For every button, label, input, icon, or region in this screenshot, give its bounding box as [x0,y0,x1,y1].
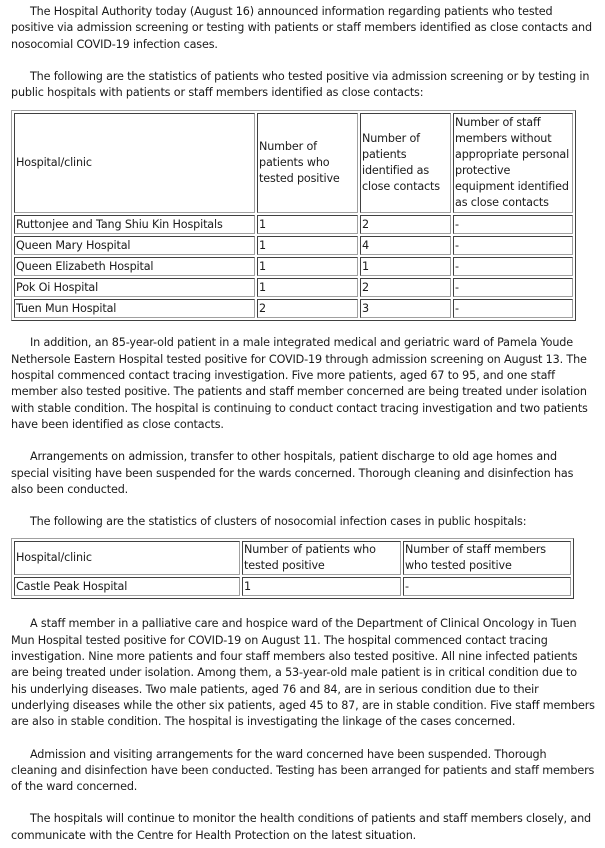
intro-paragraph: The Hospital Authority today (August 16) announced information regarding patients who tested positive via admission screening or testing with patients or staff members identified as close contacts and nosocomial COVID-19 infection cases. [11,5,592,51]
header-staff-positive: Number of staff members who tested positive [403,541,571,575]
table-row [14,278,573,297]
cell-patients-positive: 1 [257,215,358,234]
cell-hospital: Ruttonjee and Tang Shiu Kin Hospitals [14,215,255,234]
cell-hospital: Queen Mary Hospital [14,236,255,255]
arrangements-paragraph: Arrangements on admission, transfer to other hospitals, patient discharge to old age homes and special visiting have been suspended for the wards concerned. Thorough cleaning and disinfection has also been conducted. [11,450,574,496]
pyneh-paragraph: In addition, an 85-year-old patient in a male integrated medical and geriatric ward of Pamela Youde Nethersole Eastern Hospital tested positive for COVID-19 through admission screening on August 13. The hospital commenced contact tracing investigation. Five more patients, aged 67 to 95, and one staff member also tested positive. The patients and staff member concerned are being treated under isolation with stable condition. The hospital is continuing to conduct contact tracing investigation and two patients have been identified as close contacts. [11,336,588,431]
nosocomial-clusters-table [11,538,574,599]
cell-patients-positive: 1 [257,278,358,297]
cell-staff-close-contacts: - [453,278,573,297]
cell-staff-close-contacts: - [453,299,573,318]
cell-patients-positive: 1 [242,577,401,596]
cell-patients-close-contacts: 3 [360,299,451,318]
table-header-row [14,541,571,575]
ward-arrangements-paragraph: Admission and visiting arrangements for the ward concerned have been suspended. Thorough cleaning and disinfection have been conducted. Testing has been arranged for patients and staff members of the ward concerned. [11,747,595,794]
tmh-paragraph: A staff member in a palliative care and hospice ward of the Department of Clinical Oncology in Tuen Mun Hospital tested positive for COVID-19 on August 11. The hospital commenced contact tracing investigation. Nine more patients and four staff members also tested positive. All nine infected patients are being treated under isolation. Among them, a 53-year-old male patient is in critical condition due to his underlying diseases. Two male patients, aged 76 and 84, are in serious condition due to their underlying diseases while the other six patients, aged 45 to 87, are in stable condition. Five staff members are also in stable condition. The hospital is investigating the linkage of the cases concerned. [11,617,595,729]
table-row [14,236,573,255]
table-header-row [14,113,573,213]
cell-patients-close-contacts: 4 [360,236,451,255]
header-patients-positive: Number of patients who tested positive [242,541,401,575]
cell-patients-close-contacts: 2 [360,215,451,234]
cell-hospital: Tuen Mun Hospital [14,299,255,318]
header-patients-close-contacts: Number of patients identified as close contacts [360,113,451,213]
cell-staff-close-contacts: - [453,236,573,255]
header-hospital: Hospital/clinic [14,113,255,213]
table-row [14,299,573,318]
header-staff-close-contacts: Number of staff members without appropriate personal protective equipment identified as close contacts [453,113,573,213]
header-patients-positive: Number of patients who tested positive [257,113,358,213]
cell-hospital: Pok Oi Hospital [14,278,255,297]
table1-intro-paragraph: The following are the statistics of patients who tested positive via admission screening or by testing in public hospitals with patients or staff members identified as close contacts: [11,69,590,100]
cell-patients-close-contacts: 2 [360,278,451,297]
table-row [14,257,573,276]
cell-staff-close-contacts: - [453,215,573,234]
header-hospital: Hospital/clinic [14,541,240,575]
cell-patients-positive: 2 [257,299,358,318]
cell-patients-positive: 1 [257,257,358,276]
table-row [14,215,573,234]
cell-hospital: Queen Elizabeth Hospital [14,257,255,276]
closing-paragraph: The hospitals will continue to monitor the health conditions of patients and staff members closely, and communicate with the Centre for Health Protection on the latest situation. [11,812,591,842]
table2-intro-paragraph: The following are the statistics of clusters of nosocomial infection cases in public hospitals: [30,515,527,529]
close-contacts-table [11,110,576,321]
cell-patients-positive: 1 [257,236,358,255]
table-row [14,577,571,596]
cell-hospital: Castle Peak Hospital [14,577,240,596]
cell-patients-close-contacts: 1 [360,257,451,276]
cell-staff-close-contacts: - [453,257,573,276]
cell-staff-positive: - [403,577,571,596]
